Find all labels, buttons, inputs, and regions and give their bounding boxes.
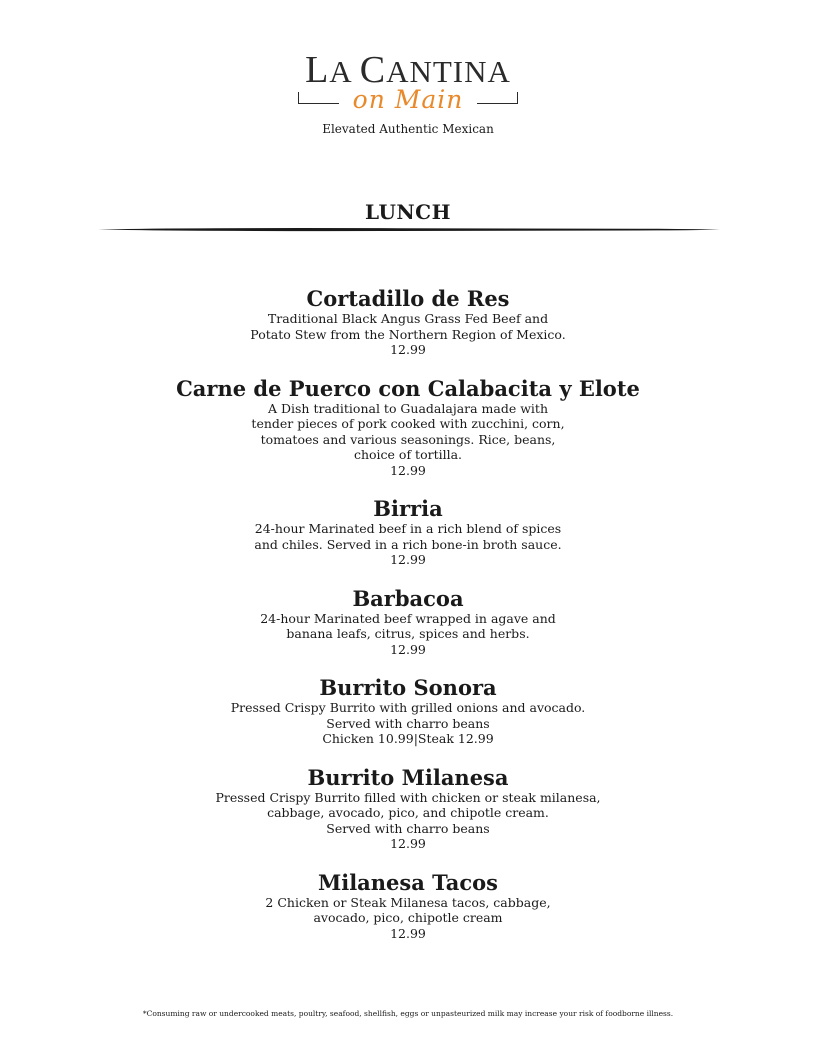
menu-item-description-line: tomatoes and various seasonings. Rice, beans, [260,431,556,447]
logo-bracket-left [298,92,339,104]
menu-item-price: 12.99 [390,836,426,851]
menu-item-name: Milanesa Tacos [317,869,499,895]
menu-item-price: 12.99 [390,462,426,478]
restaurant-logo [0,49,816,114]
logo-bracket-right [477,92,518,104]
menu-item-description-line: cabbage, avocado, pico, and chipotle cream. [267,805,549,820]
menu-item-price: 12.99 [390,342,426,357]
menu-item-description-line: and chiles. Served in a rich bone-in broth sauce. [254,536,562,552]
section-divider [98,227,720,232]
menu-item-price: 12.99 [390,925,426,941]
menu-item-description-line: banana leafs, citrus, spices and herbs. [286,626,530,641]
menu-item-description [0,611,816,642]
menu-item-description [0,790,816,837]
food-safety-footnote: *Consuming raw or undercooked meats, poultry, seafood, shellfish, eggs or unpasteurized milk may increase your risk of foodborne illness. [142,1009,674,1018]
menu-item-description-line: 2 Chicken or Steak Milanesa tacos, cabbage, [265,894,551,910]
menu-item-name: Carne de Puerco con Calabacita y Elote [176,375,640,401]
menu-item [0,765,816,852]
menu-item-description-line: Pressed Crispy Burrito filled with chicken or steak milanesa, [215,789,601,805]
menu-item-description-line: tender pieces of pork cooked with zucchini, corn, [251,416,565,431]
menu-item [0,286,816,358]
menu-item-description-line: A Dish traditional to Guadalajara made with [267,400,549,416]
menu-item-description-line: Served with charro beans [326,820,490,836]
menu-item-name: Barbacoa [352,585,464,611]
menu-item-description [0,311,816,342]
menu-item [0,496,816,568]
menu-item-description-line: Served with charro beans [326,715,490,731]
menu-item-description-line: 24-hour Marinated beef wrapped in agave and [260,610,556,626]
menu-item-description-line: Traditional Black Angus Grass Fed Beef and [267,311,549,326]
tagline: Elevated Authentic Mexican [322,122,494,136]
menu-item-description-line: Potato Stew from the Northern Region of Mexico. [250,326,566,342]
menu-item-price: 12.99 [390,641,426,657]
menu-item [0,675,816,747]
menu-item-description-line: 24-hour Marinated beef in a rich blend of spices [254,521,562,536]
menu-item [0,586,816,658]
menu-item-name: Burrito Sonora [319,675,497,700]
logo-wordmark: LA CANTINA [305,49,511,91]
menu-item-description [0,401,816,463]
menu-items [0,286,816,959]
menu-item-description [0,700,816,731]
menu-item-description-line: choice of tortilla. [353,447,463,462]
menu-item-description [0,521,816,552]
menu-item [0,870,816,942]
logo-subline [298,85,518,114]
menu-item-price: Chicken 10.99|Steak 12.99 [322,731,494,746]
menu-item-description-line: Pressed Crispy Burrito with grilled onions and avocado. [230,700,586,715]
menu-item-price: 12.99 [390,552,426,567]
menu-item-description [0,895,816,926]
menu-item-name: Cortadillo de Res [306,286,510,311]
menu-item-name: Burrito Milanesa [307,764,509,790]
menu-item-name: Birria [373,496,443,521]
menu-item-description-line: avocado, pico, chipotle cream [313,910,503,925]
section-title: LUNCH [364,200,451,224]
menu-item [0,376,816,479]
logo-script: on Main [352,85,464,114]
